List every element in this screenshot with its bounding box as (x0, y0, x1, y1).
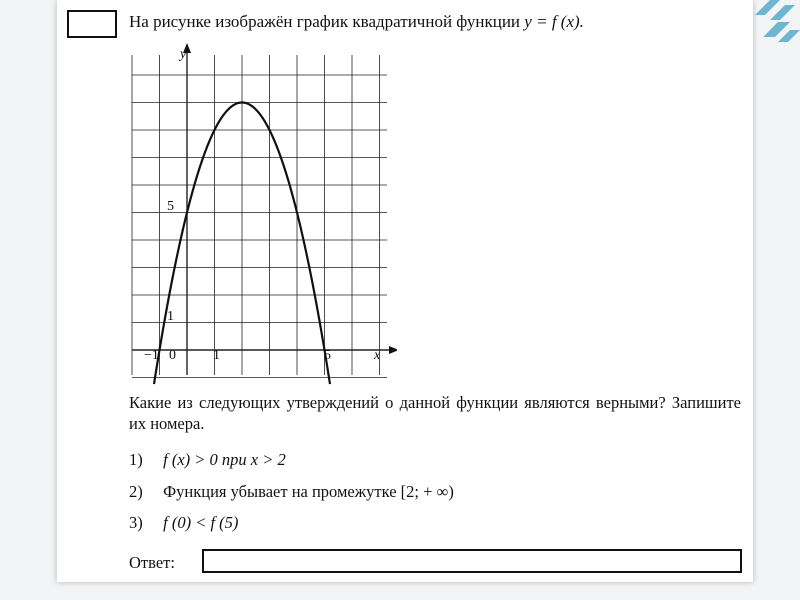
grid (132, 55, 387, 378)
worksheet-page (57, 0, 753, 582)
heading-text: На рисунке изображён график квадратичной функции (129, 12, 521, 31)
statement-3-text: f (0) < f (5) (163, 513, 239, 532)
statement-2 (129, 482, 454, 502)
question-text: Какие из следующих утверждений о данной функции являются верными? Запишите их номера. (129, 393, 741, 433)
x-axis-arrow (389, 346, 397, 354)
heading-function: y = f (x). (524, 12, 584, 31)
tick-label-x-5: 5 (324, 348, 331, 363)
statement-1-text: f (x) > 0 при x > 2 (163, 450, 286, 469)
task-heading (129, 12, 584, 32)
statement-2-text: Функция убывает на промежутке [2; + ∞) (163, 482, 454, 501)
statement-1-number: 1) (129, 450, 143, 469)
task-number-box (67, 10, 117, 38)
tick-label-x-1: 1 (213, 348, 220, 363)
x-axis-label: x (374, 348, 381, 363)
tick-label-minus-1: −1 (144, 348, 159, 363)
statement-2-number: 2) (129, 482, 143, 501)
answer-field[interactable] (202, 549, 742, 573)
y-axis-label: y (180, 47, 187, 62)
tick-label-y-1: 1 (167, 309, 174, 324)
parabola-graph (127, 40, 397, 390)
tick-label-origin: 0 (169, 348, 176, 363)
statement-1 (129, 450, 286, 470)
answer-label: Ответ: (129, 553, 175, 572)
statement-3 (129, 513, 238, 533)
tick-label-y-5: 5 (167, 199, 174, 214)
statement-3-number: 3) (129, 513, 143, 532)
